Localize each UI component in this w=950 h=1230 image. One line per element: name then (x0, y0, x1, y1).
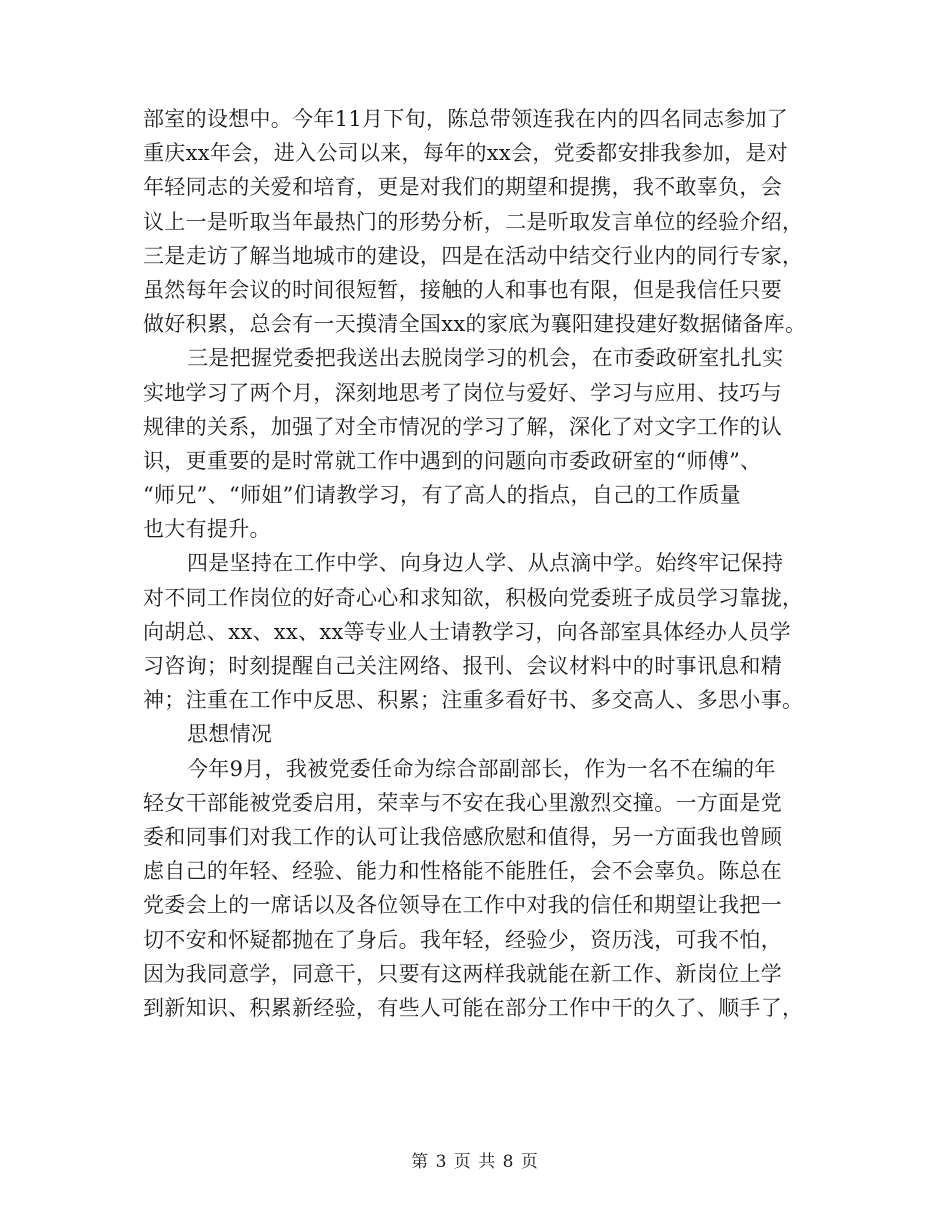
text-line: 规律的关系，加强了对全市情况的学习了解，深化了对文字工作的认 (143, 414, 782, 439)
text-line: 议上一是听取当年最热门的形势分析，二是听取发言单位的经验介绍， (143, 209, 804, 234)
text-line: 思想情况 (187, 722, 273, 747)
text-line: 轻女干部能被党委启用，荣幸与不安在我心里激烈交撞。一方面是党 (143, 790, 782, 815)
text-line: 也大有提升。 (143, 517, 271, 542)
text-line: 实地学习了两个月，深刻地思考了岗位与爱好、学习与应用、技巧与 (143, 380, 782, 405)
text-line: 部室的设想中。今年11月下旬，陈总带领连我在内的四名同志参加了 (143, 107, 789, 131)
text-line: 神；注重在工作中反思、积累；注重多看好书、多交高人、多思小事。 (143, 688, 804, 713)
text-line: 习咨询；时刻提醒自己关注网络、报刊、会议材料中的时事讯息和精 (143, 654, 782, 678)
page-footer: 第 3 页 共 8 页 (411, 1152, 539, 1172)
text-line: “师兄”、“师姐”们请教学习，有了高人的指点，自己的工作质量 (143, 483, 741, 508)
text-line: 今年9月，我被党委任命为综合部副部长，作为一名不在编的年 (187, 756, 776, 781)
text-line: 因为我同意学，同意干，只要有这两样我就能在新工作、新岗位上学 (143, 961, 782, 986)
text-line: 识，更重要的是时常就工作中遇到的问题向市委政研室的“师傅”、 (143, 448, 762, 473)
text-line: 对不同工作岗位的好奇心心和求知欲，积极向党委班子成员学习靠拢， (143, 585, 804, 610)
text-line: 到新知识、积累新经验，有些人可能在部分工作中干的久了、顺手了， (143, 995, 804, 1020)
text-line: 三是走访了解当地城市的建设，四是在活动中结交行业内的同行专家， (143, 243, 804, 268)
text-line: 虑自己的年轻、经验、能力和性格能不能胜任，会不会辜负。陈总在 (143, 859, 782, 884)
text-line: 做好积累，总会有一天摸清全国xx的家底为襄阳建投建好数据储备库。 (143, 312, 807, 337)
body-text (143, 102, 811, 1025)
text-line: 切不安和怀疑都抛在了身后。我年轻，经验少，资历浅，可我不怕， (143, 927, 782, 952)
text-line: 向胡总、xx、xx、xx等专业人士请教学习，向各部室具体经办人员学 (143, 619, 791, 644)
text-line: 年轻同志的关爱和培育，更是对我们的期望和提携，我不敢辜负，会 (143, 175, 782, 200)
text-line: 委和同事们对我工作的认可让我倍感欣慰和值得，另一方面我也曾顾 (143, 824, 782, 849)
text-line: 四是坚持在工作中学、向身边人学、从点滴中学。始终牢记保持 (187, 551, 784, 576)
text-line: 三是把握党委把我送出去脱岗学习的机会，在市委政研室扎扎实 (187, 346, 784, 371)
text-line: 虽然每年会议的时间很短暂，接触的人和事也有限，但是我信任只要 (143, 277, 782, 302)
text-line: 重庆xx年会，进入公司以来，每年的xx会，党委都安排我参加，是对 (143, 141, 788, 166)
text-line: 党委会上的一席话以及各位领导在工作中对我的信任和期望让我把一 (143, 893, 782, 918)
